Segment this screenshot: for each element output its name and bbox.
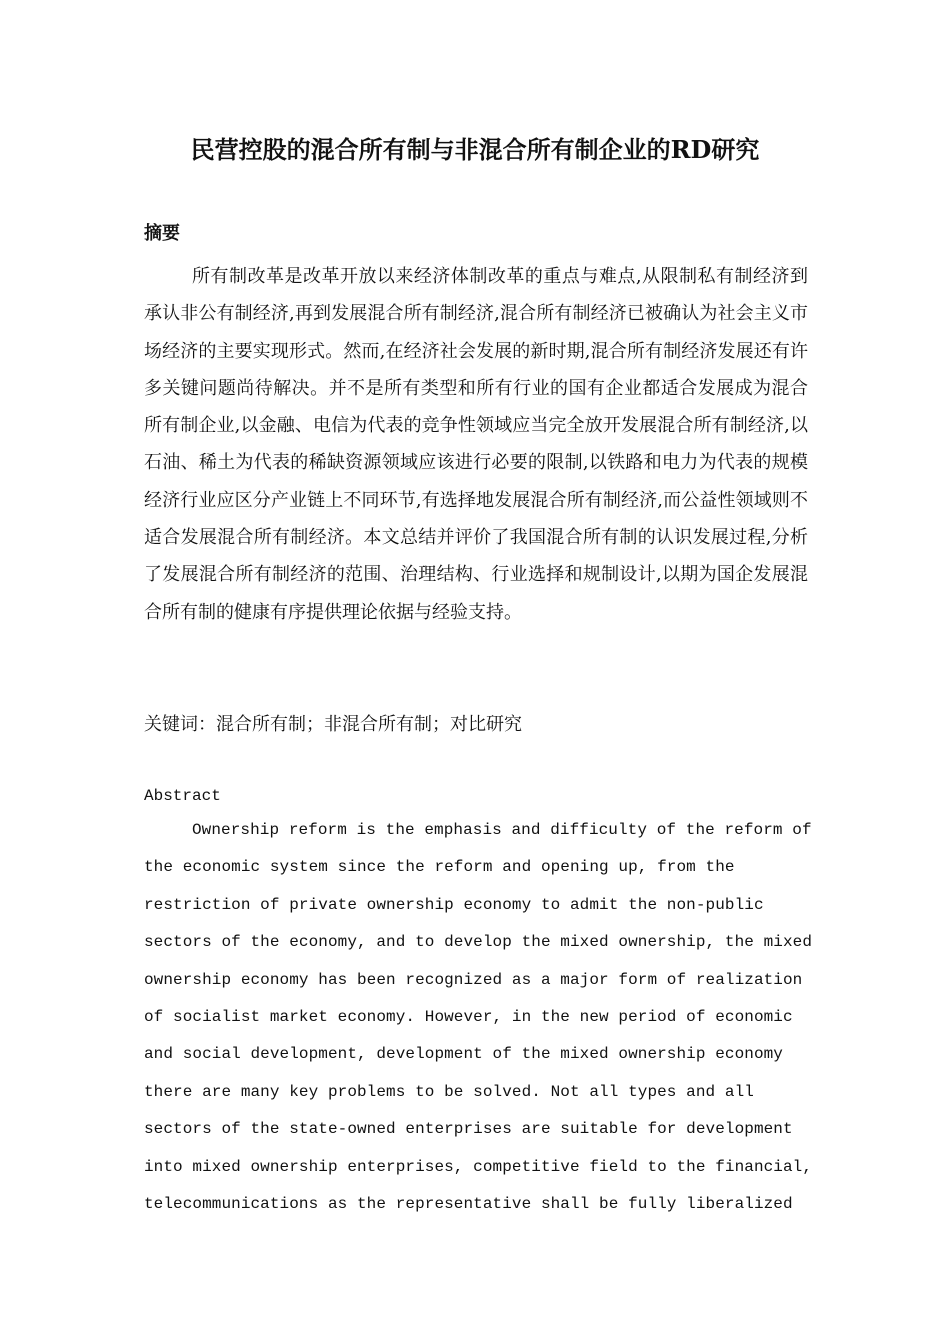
abstract-en-line: restriction of private ownership economy to admit the non-public <box>144 895 764 914</box>
abstract-en-line: ownership economy has been recognized as a major form of realization <box>144 970 803 989</box>
abstract-en-line: sectors of the state-owned enterprises are suitable for development <box>144 1120 793 1139</box>
abstract-en-line: of socialist market economy. However, in the new period of economic <box>144 1007 793 1026</box>
keywords-line: 关键词：混合所有制；非混合所有制；对比研究 <box>144 714 522 735</box>
abstract-cn-heading: 摘要 <box>144 223 180 244</box>
abstract-cn-paragraph: 所有制改革是改革开放以来经济体制改革的重点与难点,从限制私有制经济到承认非公有制经济,再到发展混合所有制经济,混合所有制经济已被确认为社会主义市场经济的主要实现形式。然而,在经济社会发展的新时期,混合所有制经济发展还有许多关键问题尚待解决。并不是所有类型和所有行业的国有企业都适合发展成为混合所有制企业,以金融、电信为代表的竞争性领域应当完全放开发展混合所有制经济,以石油、稀土为代表的稀缺资源领域应该进行必要的限制,以铁路和电力为代表的规模经济行业应区分产业链上不同环节,有选择地发展混合所有制经济,而公益性领域则不适合发展混合所有制经济。本文总结并评价了我国混合所有制的认识发展过程,分析了发展混合所有制经济的范围、治理结构、行业选择和规制设计,以期为国企发展混合所有制的健康有序提供理论依据与经验支持。 <box>144 266 808 623</box>
abstract-en-line: there are many key problems to be solved. Not all types and all <box>144 1082 754 1101</box>
abstract-en-line: Ownership reform is the emphasis and difficulty of the reform of <box>192 821 812 839</box>
abstract-en-heading: Abstract <box>144 787 221 805</box>
abstract-en-line: sectors of the economy, and to develop the mixed ownership, the mixed <box>144 933 813 952</box>
abstract-en-line: telecommunications as the representative shall be fully liberalized <box>144 1194 793 1213</box>
abstract-en-line: and social development, development of the mixed ownership economy <box>144 1045 783 1064</box>
abstract-en-paragraph <box>144 812 824 1223</box>
abstract-en-line: the economic system since the reform and opening up, from the <box>144 858 735 877</box>
document-title: 民营控股的混合所有制与非混合所有制企业的RD研究 <box>190 135 760 164</box>
abstract-en-line: into mixed ownership enterprises, competitive field to the financial, <box>144 1157 813 1176</box>
